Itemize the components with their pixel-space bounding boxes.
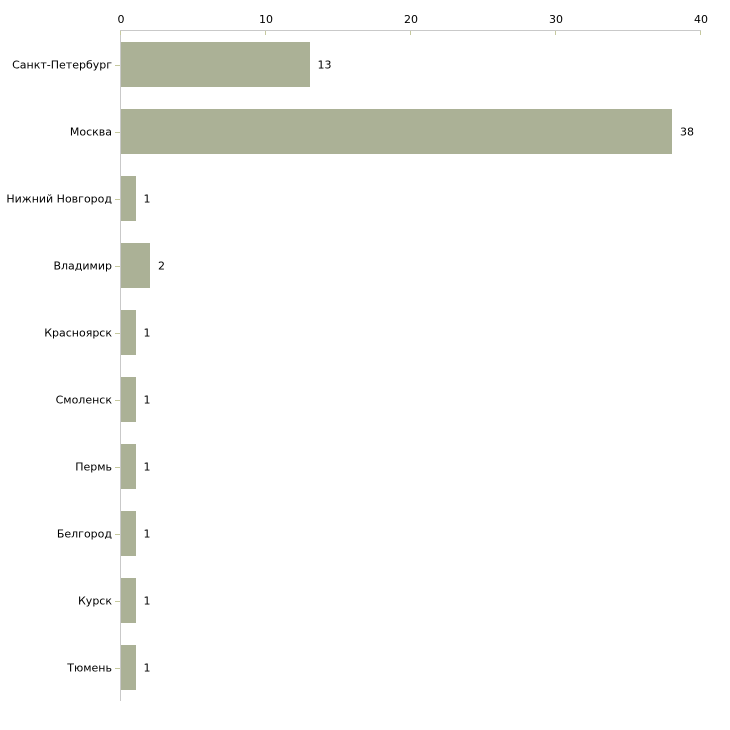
y-tick-mark (115, 534, 120, 535)
bar-row (53, 232, 700, 299)
value-label: 1 (143, 527, 151, 540)
plot-area (6, 31, 700, 701)
bar-row (69, 98, 700, 165)
y-tick-mark (115, 400, 120, 401)
bar-row (55, 366, 700, 433)
value-label: 1 (143, 192, 151, 205)
category-label: Белгород (56, 527, 112, 540)
category-label: Владимир (53, 259, 112, 272)
y-tick-mark (115, 668, 120, 669)
bar-row (6, 165, 700, 232)
bar (121, 176, 136, 221)
bar (121, 511, 136, 556)
bar (121, 377, 136, 422)
y-tick-mark (115, 601, 120, 602)
bar (121, 243, 150, 288)
y-tick-mark (115, 199, 120, 200)
bar (121, 42, 310, 87)
y-tick-mark (115, 266, 120, 267)
bar-row (56, 500, 700, 567)
bar (121, 310, 136, 355)
bar-row (78, 567, 700, 634)
value-label: 1 (143, 393, 151, 406)
value-label: 1 (143, 661, 151, 674)
category-label: Тюмень (67, 661, 112, 674)
category-label: Курск (78, 594, 112, 607)
y-tick-mark (115, 65, 120, 66)
y-tick-mark (115, 467, 120, 468)
value-label: 2 (158, 259, 165, 272)
category-label: Пермь (75, 460, 112, 473)
value-label: 1 (143, 460, 151, 473)
category-label: Нижний Новгород (6, 192, 112, 205)
category-label: Красноярск (44, 326, 112, 339)
x-tick-label: 40 (694, 13, 708, 26)
category-label: Москва (69, 125, 112, 138)
category-label: Смоленск (55, 393, 112, 406)
bar (121, 645, 136, 690)
x-tick-label: 10 (259, 13, 273, 26)
value-label: 38 (680, 125, 694, 138)
bar (121, 444, 136, 489)
bar (121, 109, 672, 154)
value-label: 13 (317, 58, 332, 71)
x-tick-label: 20 (404, 13, 418, 26)
bar-row (67, 634, 700, 701)
y-tick-mark (115, 132, 120, 133)
bar (121, 578, 136, 623)
bar-row (75, 433, 700, 500)
x-tick-mark (700, 31, 701, 35)
value-label: 1 (143, 326, 151, 339)
bar-row (12, 31, 700, 98)
x-tick-label: 0 (117, 13, 125, 26)
y-tick-mark (115, 333, 120, 334)
x-tick-label: 30 (549, 13, 563, 26)
value-label: 1 (143, 594, 151, 607)
category-label: Санкт-Петербург (12, 58, 112, 71)
bar-row (44, 299, 700, 366)
